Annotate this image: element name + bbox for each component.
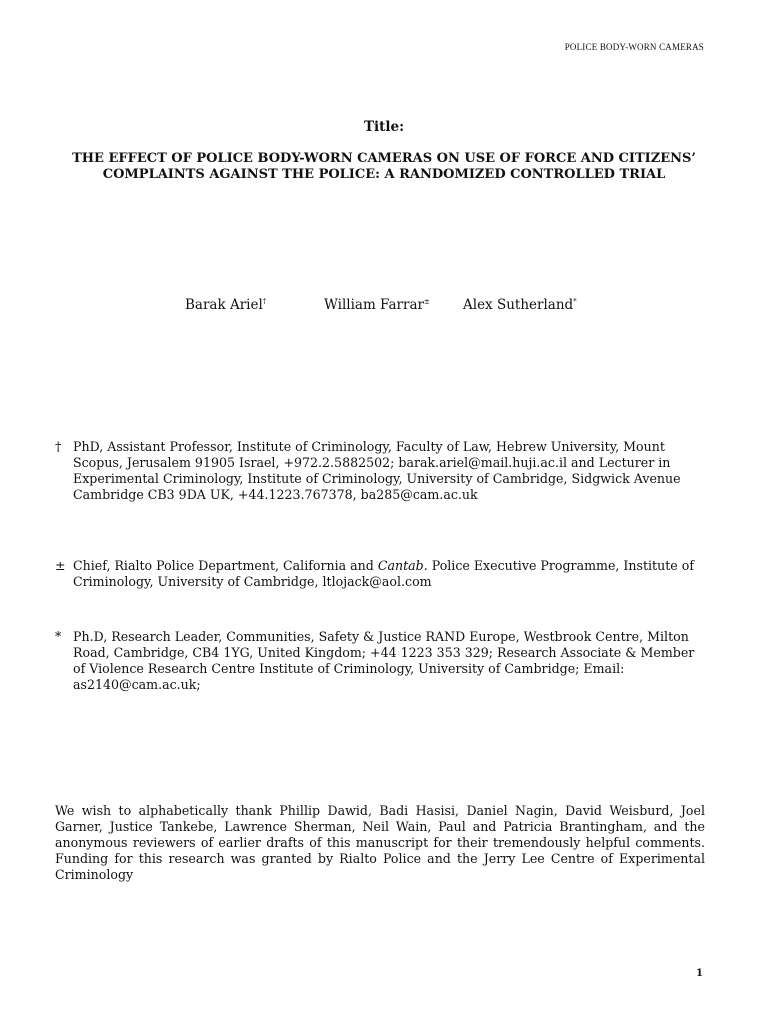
affiliation-mark: † xyxy=(55,439,62,454)
author-farrar xyxy=(324,297,430,313)
acknowledgment-paragraph: We wish to alphabetically thank Phillip Dawid, Badi Hasisi, Daniel Nagin, David Weisburd, Joel Garner, Justice Tankebe, Lawrence Sherman, Neil Wain, Paul and Patricia Brantingham, and the anonymous reviewers of earlier drafts of this manuscript for their tremendously helpful comments. Funding for this research was granted by Rialto Police and the Jerry Lee Centre of Experimental Criminology xyxy=(55,803,705,882)
title-label: Title: xyxy=(363,119,405,135)
affiliation-text-italic: Cantab xyxy=(377,558,424,573)
affiliation-sutherland xyxy=(55,629,705,693)
affiliation-ariel xyxy=(55,439,705,503)
author-name: William Farrar xyxy=(324,297,424,313)
affiliation-mark: ± xyxy=(55,558,66,573)
author-footnote-mark: * xyxy=(573,297,577,306)
author-footnote-mark: ± xyxy=(423,297,430,306)
author-list xyxy=(0,297,768,317)
affiliation-mark: * xyxy=(55,629,62,644)
author-name: Barak Ariel xyxy=(185,297,263,313)
affiliation-text-part: Chief, Rialto Police Department, California and xyxy=(73,558,378,573)
affiliation-text: PhD, Assistant Professor, Institute of Criminology, Faculty of Law, Hebrew University, Mount Scopus, Jerusalem 91905 Israel, +972.2.5882502; barak.ariel@mail.huji.ac.il and Lecturer in Experimental Criminology, Institute of Criminology, University of Cambridge, Sidgwick Avenue Cambridge CB3 9DA UK, +44.1223.767378, ba285@cam.ac.uk xyxy=(73,439,681,502)
author-footnote-mark: † xyxy=(262,297,267,306)
page-number: 1 xyxy=(696,968,703,979)
author-name: Alex Sutherland xyxy=(463,297,574,313)
author-sutherland xyxy=(463,297,577,313)
paper-title: THE EFFECT OF POLICE BODY-WORN CAMERAS ON USE OF FORCE AND CITIZENS’ COMPLAINTS AGAINST THE POLICE: A RANDOMIZED CONTROLLED TRIAL xyxy=(72,151,696,182)
author-ariel xyxy=(185,297,266,313)
affiliation-text xyxy=(73,558,705,590)
affiliation-farrar xyxy=(55,558,705,590)
affiliation-text: Ph.D, Research Leader, Communities, Safety & Justice RAND Europe, Westbrook Centre, Milton Road, Cambridge, CB4 1YG, United Kingdom; +44 1223 353 329; Research Associate & Member of Violence Research Centre Institute of Criminology, University of Cambridge; Email: as2140@cam.ac.uk; xyxy=(73,629,695,692)
running-head: POLICE BODY-WORN CAMERAS xyxy=(564,42,704,52)
affiliation-text-part: . Police Executive Programme, Institute of Criminology, University of Cambridge, ltlojack@aol.com xyxy=(73,558,694,589)
